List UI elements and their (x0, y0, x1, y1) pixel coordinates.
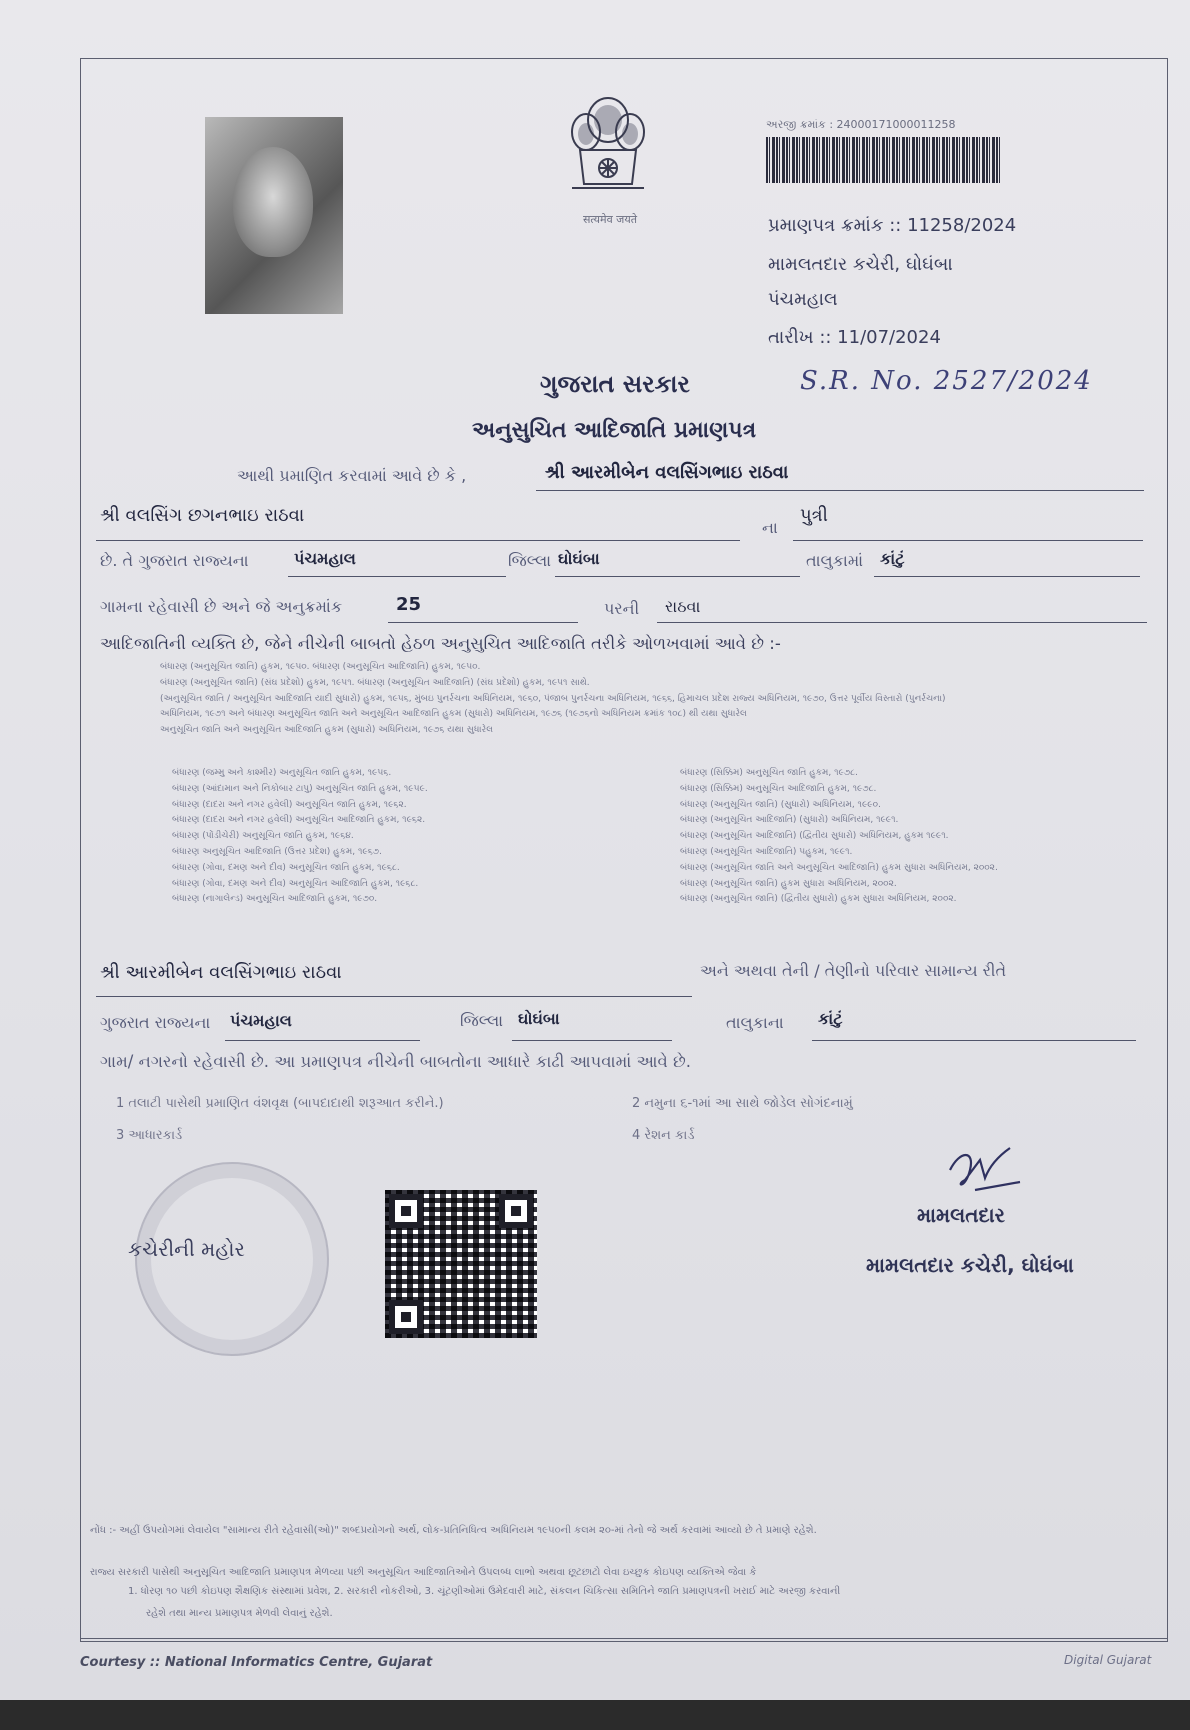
orders-right (680, 766, 998, 908)
village-value-2: કાંટું (818, 1009, 843, 1028)
order-line: અધિનિયમ, ૧૯૭૧ અને બંધારણ અનુસૂચિત જાતિ અને અનુસૂચિત આદિજાતિ હુકમ (સુધારો) અધિનિયમ, ૧૯૭૬ (૧૯૭૬નો અધિનિયમ ક્રમાંક ૧૦૮) થી યથા સુધારેલ (160, 709, 747, 720)
village-field-2 (812, 1008, 1136, 1041)
father-name: શ્રી વલસિંગ છગનભાઇ રાઠવા (100, 505, 305, 526)
qr-code (385, 1190, 537, 1338)
basis-item: 2 નમુના ૬-૧માં આ સાથે જોડેલ સોગંદનામું (632, 1096, 853, 1111)
issue-date: તારીખ :: 11/07/2024 (768, 327, 941, 348)
basis-item: 3 આધારકાર્ડ (116, 1128, 183, 1143)
order-right-item: બંધારણ (અનુસૂચિત જાતિ) (દ્વિતીય સુધારો) હુકમ સુધારા અધિનિયમ, ૨૦૦૨. (680, 894, 957, 905)
handwritten-serial: S.R. No. 2527/2024 (800, 366, 1093, 396)
certificate-number: પ્રમાણપત્ર ક્રમાંક :: 11258/2024 (768, 215, 1017, 236)
tribe-name: રાઠવા (665, 597, 701, 616)
village-value: કાંટું (880, 549, 905, 568)
application-number: અરજી ક્રમાંક : 24000171000011258 (766, 118, 956, 131)
orders-intro (160, 660, 946, 739)
note-line: રાજ્ય સરકારી પાસેથી અનુસૂચિત આદિજાતિ પ્રમાણપત્ર મેળવ્યા પછી અનુસૂચિત આદિજાતિઓને ઉપલબ્ધ લાભો અથવા છૂટછાટો લેવા ઇચ્છુક કોઇપણ વ્યક્તિએ જેવા કે (90, 1567, 757, 1578)
relation-field (793, 500, 1143, 541)
basis-item: 1 તલાટી પાસેથી પ્રમાણિત વંશવૃક્ષ (બાપદાદાથી શરૂઆત કરીને.) (116, 1096, 444, 1111)
order-right-item: બંધારણ (અનુસૂચિત જાતિ અને અનુસૂચિત આદિજાતિ) હુકમ સુધારા અધિનિયમ, ૨૦૦૨. (680, 862, 998, 873)
order-right-item: બંધારણ (સિક્કિમ) અનુસૂચિત જાતિ હુકમ, ૧૯૭૮. (680, 768, 858, 778)
orders-left (172, 766, 428, 908)
tribe-field (657, 590, 1147, 623)
state-label-2: ગુજરાત રાજ્યના (100, 1013, 211, 1032)
order-line: બંધારણ (અનુસૂચિત જાતિ) (સંઘ પ્રદેશો) હુકમ, ૧૯૫૧. બંધારણ (અનુસૂચિત આદિજાતિ) (સંઘ પ્રદેશો) હુકમ, ૧૯૫૧ સાથે. (160, 677, 590, 688)
order-left-item: બંધારણ (દાદરા અને નગર હવેલી) અનુસૂચિત જાતિ હુકમ, ૧૯૬૨. (172, 799, 407, 810)
order-right-item: બંધારણ (અનુસૂચિત આદિજાતિ) (દ્વિતીય સુધારો) અધિનિયમ, હુકમ ૧૯૯૧. (680, 831, 949, 842)
signatory-office: મામલતદાર કચેરી, ઘોઘંબા (866, 1253, 1074, 1277)
taluka-value: ઘોઘંબા (558, 549, 600, 568)
order-left-item: બંધારણ (દાદરા અને નગર હવેલી) અનુસૂચિત આદિજાતિ હુકમ, ૧૯૬૨. (172, 815, 426, 826)
state-district: પંચમહાલ (294, 549, 356, 568)
certificate-title: અનુસુચિત આદિજાતિ પ્રમાણપત્ર (472, 418, 757, 443)
issuing-office: મામલતદાર કચેરી, ઘોઘંબા (768, 254, 953, 275)
order-left-item: બંધારણ (પોંડીચેરી) અનુસૂચિત જાતિ હુકમ, ૧૯૬૪. (172, 831, 354, 842)
note-line: નોંધ :- અહીં ઉપયોગમાં લેવાયેલ "સામાન્ય રીતે રહેવાસી(ઓ)" શબ્દપ્રયોગનો અર્થ, લોક-પ્રતિનિધિત્વ અધિનિયમ ૧૯૫૦ની કલમ ૨૦-માં તેનો જે અર્થ કરવામાં આવ્યો છે તે પ્રમાણે રહેશે. (90, 1525, 817, 1536)
taluka-label: તાલુકામાં (806, 551, 864, 570)
government-title: ગુજરાત સરકાર (540, 370, 690, 398)
order-left-item: બંધારણ (ગોવા, દમણ અને દીવ) અનુસૂચિત આદિજાતિ હુકમ, ૧૯૬૮. (172, 878, 419, 889)
national-emblem-icon (558, 92, 658, 227)
order-left-item: બંધારણ (જમ્મુ અને કાશ્મીર) અનુસૂચિત જાતિ હુકમ, ૧૯૫૬. (172, 768, 392, 778)
order-line: અનુસૂચિત જાતિ અને અનુસૂચિત આદિજાતિ હુકમ (સુધારો) અધિનિયમ, ૧૯૭૬ યથા સુધારેલ (160, 725, 494, 736)
signature-icon (940, 1140, 1030, 1200)
resident-statement: ગામ/ નગરનો રહેવાસી છે. આ પ્રમાણપત્ર નીચેની બાબતોના આધારે કાઢી આપવામાં આવે છે. (100, 1052, 692, 1071)
family-text: અને અથવા તેની / તેણીનો પરિવાર સામાન્ય રીતે (700, 961, 1007, 980)
courtesy-text: Courtesy :: National Informatics Centre, Gujarat (80, 1655, 433, 1670)
order-left-item: બંધારણ (ગોવા, દમણ અને દીવ) અનુસૂચિત જાતિ હુકમ, ૧૯૬૮. (172, 862, 400, 873)
serial-number: 25 (396, 594, 422, 615)
intro-text: આથી પ્રમાણિત કરવામાં આવે છે કે , (237, 466, 467, 485)
order-line: બંધારણ (અનુસૂચિત જાતિ) હુકમ, ૧૯૫૦. બંધારણ (અનુસૂચિત આદિજાતિ) હુકમ, ૧૯૫૦. (160, 662, 481, 672)
upon-label: પરની (604, 599, 640, 618)
signature-text (946, 1164, 986, 1165)
order-right-item: બંધારણ (અનુસૂચિત જાતિ) હુકમ સુધારા અધિનિયમ, ૨૦૦૨. (680, 878, 897, 889)
order-right-item: બંધારણ (અનુસૂચિત જાતિ) (સુધારો) અધિનિયમ, ૧૯૯૦. (680, 799, 881, 810)
order-left-item: બંધારણ (આંદામાન અને નિકોબાર ટાપુ) અનુસૂચિત જાતિ હુકમ, ૧૯૫૯. (172, 783, 428, 794)
relation-value: પુત્રી (800, 505, 828, 526)
order-right-item: બંધારણ (સિક્કિમ) અનુસૂચિત આદિજાતિ હુકમ, ૧૯૭૮. (680, 783, 877, 794)
issuing-district: પંચમહાલ (768, 289, 838, 310)
order-right-item: બંધારણ (અનુસૂચિત આદિજાતિ) (સુધારો) અધિનિયમ, ૧૯૯૧. (680, 815, 899, 826)
taluka-label-2: તાલુકાના (726, 1013, 784, 1032)
order-line: (અનુસૂચિત જાતિ / અનુસૂચિત આદિજાતિ યાદી સુધારો) હુકમ, ૧૯૫૬, મુંબઇ પુનર્રચના અધિનિયમ, ૧૯૬૦, પંજાબ પુનર્રચના અધિનિયમ, ૧૯૬૬, હિમાચલ પ્રદેશ રાજ્ય અધિનિયમ, ૧૯૭૦, ઉત્તર પૂર્વીય વિસ્તારો (પુનર્રચના) (160, 693, 946, 704)
applicant-photo (205, 117, 343, 314)
taluka-value-2: ઘોઘંબા (518, 1009, 560, 1028)
digital-gujarat-text: Digital Gujarat (1064, 1653, 1152, 1667)
recognition-text: આદિજાતિની વ્યક્તિ છે, જેને નીચેની બાબતો હેઠળ અનુસુચિત આદિજાતિ તરીકે ઓળખવામાં આવે છે :- (100, 634, 781, 653)
footer-divider (80, 1638, 1168, 1639)
emblem-motto: सत्यमेव जयते (582, 213, 637, 226)
district-label: જિલ્લા (508, 551, 552, 570)
seal-label: કચેરીની મહોર (128, 1237, 245, 1261)
district-label-2: જિલ્લા (460, 1011, 504, 1030)
basis-item: 4 રેશન કાર્ડ (632, 1128, 695, 1143)
village-field (874, 546, 1140, 577)
signatory-title: મામલતદાર (917, 1203, 1005, 1227)
applicant-name-repeat: શ્રી આરમીબેન વલસિંગભાઇ રાઠવા (100, 962, 342, 983)
applicant-name: શ્રી આરમીબેન વલસિંગભાઇ રાઠવા (545, 462, 789, 483)
order-left-item: બંધારણ (નાગાલેન્ડ) અનુસૂચિત આદિજાતિ હુકમ, ૧૯૭૦. (172, 894, 378, 905)
note-line: 1. ધોરણ ૧૦ પછી કોઇપણ શૈક્ષણિક સંસ્થામાં પ્રવેશ, 2. સરકારી નોકરીઓ, 3. ચૂંટણીઓમાં ઉમેદવારી માટે, સંકલન ચિકિત્સા સમિતિને જાતિ પ્રમાણપત્રની ખરાઈ માટે અરજી કરવાની (128, 1586, 841, 1597)
barcode (766, 137, 1002, 183)
state-label: છે. તે ગુજરાત રાજ્યના (100, 551, 249, 570)
state-district-2: પંચમહાલ (230, 1011, 292, 1030)
order-right-item: બંધારણ (અનુસૂચિત આદિજાતિ) ૫હુકમ, ૧૯૯૧. (680, 846, 853, 857)
order-left-item: બંધારણ અનુસૂચિત આદિજાતિ (ઉત્તર પ્રદેશ) હુકમ, ૧૯૬૭. (172, 846, 382, 857)
note-line: રહેશે તથા માન્ય પ્રમાણપત્ર મેળવી લેવાનું રહેશે. (146, 1608, 333, 1619)
resident-label: ગામના રહેવાસી છે અને જે અનુક્રમાંક (100, 597, 343, 616)
na-label: ના (762, 518, 778, 537)
